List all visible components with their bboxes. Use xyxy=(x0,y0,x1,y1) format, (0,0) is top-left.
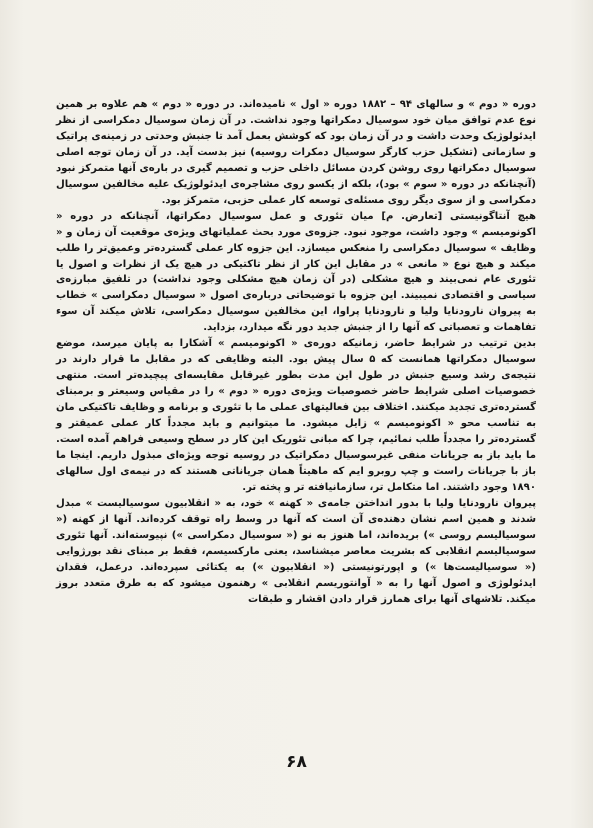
paragraph-3: بدین ترتیب در شرایط حاضر، زمانیکه دوره‌ی « اکونومیسم » آشکارا به پایان میرسد، موضع سوسیال دمکراتها همانست که ۵ سال پیش بود. البته وظایفی که در مقابل ما قرار دارند در نتیجه‌ی رشد وسیع جنبش در طول این مدت بطور غیرقابل مقایسه‌ای پیچیده‌تر است. منتهی خصوصیات اصلی شرایط حاضر خصوصیات ویژه‌ی دوره « دوم » را در مقیاس وسیعتر و برمبنای گسترده‌تری تجدید میکنند. اختلاف بین فعالیتهای عملی ما با تئوری و برنامه و وظایف تاکتیکی مان به تناسب محو « اکونومیسم » زایل میشود. ما میتوانیم و باید مجدداً کار عملی عمیقتر و گسترده‌تر را مجدداً طلب نمائیم، چرا که مبانی تئوریک این کار در سطح وسیعی فراهم آمده است. ما باید باز به جریانات منفی غیرسوسیال دمکراتیک در روسیه توجه ویژه‌ای مبذول داریم. اینجا ما باز با جریانات راست و چپ روبرو ایم که ماهیتاً همان جریاناتی هستند که در نیمه‌ی اول سالهای ۱۸۹۰ وجود داشتند. اما متکامل تر، سازمانیافته تر و پخته تر. xyxy=(56,338,536,493)
body-text xyxy=(56,97,536,608)
paragraph-2: هیچ آنتاگونیستی [تعارض. م] میان تئوری و عمل سوسیال دمکراتها، آنچنانکه در دوره « اکونومیسم » وجود داشت، موجود نبود. جزوه‌ی مورد بحث عملیاتهای ویژه‌ی موقعیت آن زمان و « وظایف » سوسیال دمکراسی را منعکس میسازد. این جزوه کار عملی گسترده‌تر وعمیق‌تر را طلب میکند و هیچ نوع « مانعی » در مقابل این کار از نظر تاکتیکی در هیچ یک از نظرات و اصول یا تئوری عام نمی‌بیند و هیچ مشکلی (در آن زمان هیچ مشکلی وجود نداشت) در تلفیق مبارزه‌ی سیاسی و اقتصادی نمیبیند. این جزوه با توضیحاتی درباره‌ی اصول « سوسیال دمکراسی » خطاب به پیروان نارودنایا ولیا و نارودنایا پراوا، این مخالفین سوسیال دمکراسی، تلاش میکند آن سوء تفاهمات و تعصباتی که آنها را از جنبش جدید دور نگه میدارد، بزداید. xyxy=(56,210,536,334)
paragraph-4: پیروان نارودنایا ولیا با بدور انداختن جامه‌ی « کهنه » خود، به « انقلابیون سوسیالیست » مبدل شدند و همین اسم نشان دهنده‌ی آن است که آنها در وسط راه توقف کرده‌اند. آنها از کهنه (« سوسیالیسم روسی ») بریده‌اند، اما هنوز به نو (« سوسیال دمکراسی ») نپیوسته‌اند. آنها تئوری سوسیالیسم انقلابی که بشریت معاصر میشناسد، یعنی مارکسیسم، فقط بر مبنای نقد بورژوایی (« سوسیالیست‌ها ») و اپورتونیستی (« انقلابیون ») به یکتائی سپرده‌اند. درعمل، فقدان ایدئولوژی و اصول آنها را به « آوانتوریسم انقلابی » رهنمون میشود که به طرق متعدد بروز میکند. تلاشهای آنها برای همارز قرار دادن اقشار و طبقات xyxy=(56,497,536,605)
paragraph-1: دوره « دوم » و سالهای ۹۴ – ۱۸۸۲ دوره « اول » نامیده‌اند. در دوره « دوم » هم علاوه بر همین نوع عدم توافق میان خود سوسیال دمکراتها وجود نداشت. در آن زمان سوسیال دمکراسی از نظر ایدئولوژیک وحدت داشت و در آن زمان بود که کوشش بعمل آمد تا جنبش وحدتی در زمینه‌ی پراتیک و سازمانی (تشکیل حزب کارگر سوسیال دمکرات روسیه) نیز بدست آید. در آن زمان توجه اصلی سوسیال دمکراتها روی روشن کردن مسائل داخلی حزب و تصمیم گیری در باره‌ی آنها متمرکز نبود (آنچنانکه در دوره « سوم » بود)، بلکه از یکسو روی مشاجره‌ی ایدئولوژیک علیه مخالفین سوسیال دمکراسی و از سوی دیگر روی مسئله‌ی توسعه کار عملی حزبی، متمرکز بود. xyxy=(56,99,537,206)
page-number: ۶۸ xyxy=(286,752,307,772)
